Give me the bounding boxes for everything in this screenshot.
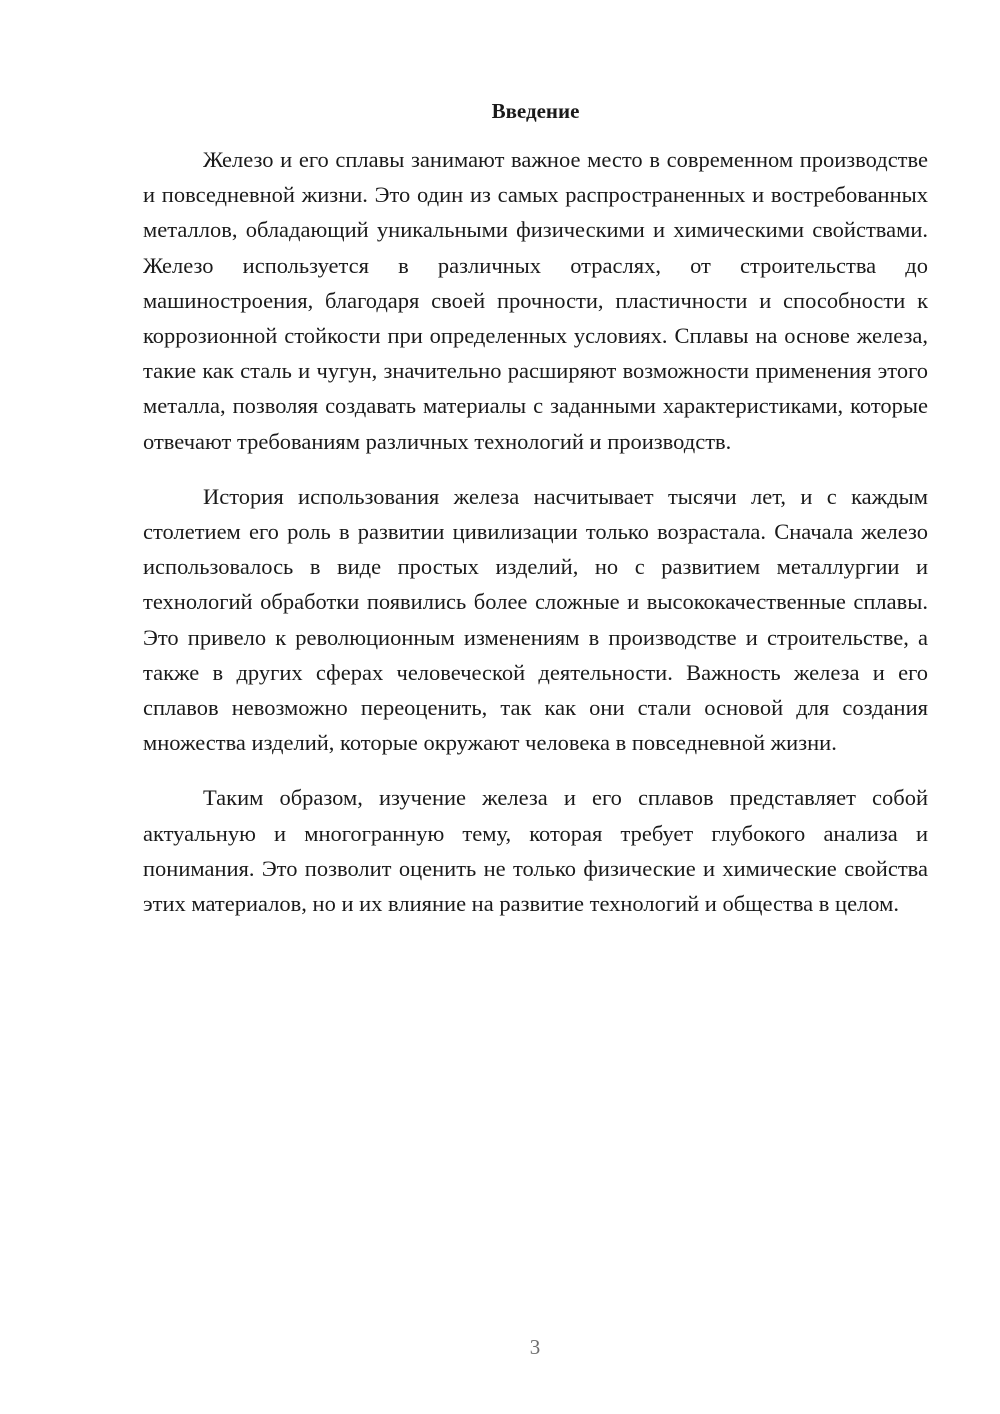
section-heading: Введение bbox=[491, 99, 580, 123]
body-text bbox=[143, 142, 928, 921]
paragraph-history: История использования железа насчитывает тысячи лет, и с каждым столетием его роль в развитии цивилизации только возрастала. Сначала железо использовалось в виде простых изделий, но с развитием металлургии и технологий обработки появились более сложные и высококачественные сплавы. Это привело к революционным изменениям в производстве и строительстве, а также в других сферах человеческой деятельности. Важность железа и его сплавов невозможно переоценить, так как они стали основой для создания множества изделий, которые окружают человека в повседневной жизни. bbox=[143, 483, 928, 756]
page-number: 3 bbox=[529, 1335, 541, 1359]
paragraph-conclusion: Таким образом, изучение железа и его сплавов представляет собой актуальную и многогранную тему, которая требует глубокого анализа и понимания. Это позволит оценить не только физические и химические свойства этих материалов, но и их влияние на развитие технологий и общества в целом. bbox=[143, 785, 928, 917]
paragraph-intro: Железо и его сплавы занимают важное место в современном производстве и повседневной жизни. Это один из самых распространенных и востребованных металлов, обладающий уникальными физическими и химическими свойствами. Железо используется в различных отраслях, от строительства до машиностроения, благодаря своей прочности, пластичности и способности к коррозионной стойкости при определенных условиях. Сплавы на основе железа, такие как сталь и чугун, значительно расширяют возможности применения этого металла, позволяя создавать материалы с заданными характеристиками, которые отвечают требованиям различных технологий и производств. bbox=[143, 147, 928, 454]
